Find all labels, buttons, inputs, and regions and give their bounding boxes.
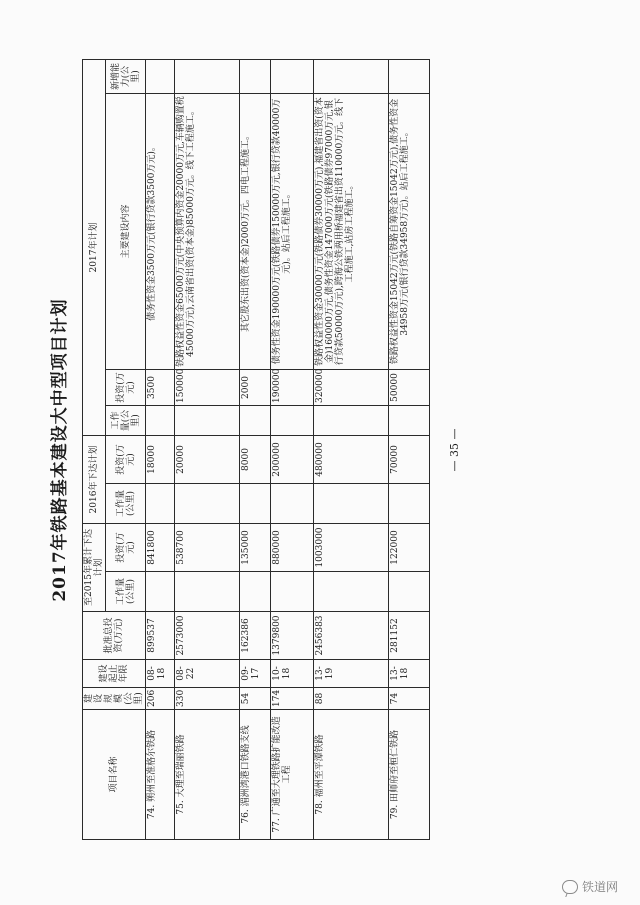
cell-workload-2016 [146, 484, 175, 524]
watermark [562, 878, 618, 895]
cell-workload-2017 [175, 406, 240, 436]
cell-years: 13-18 [389, 660, 430, 688]
cell-approved-total: 281152 [389, 612, 430, 660]
cell-years: 08-18 [146, 660, 175, 688]
cell-investment-2015: 1003000 [314, 524, 389, 572]
rotated-page-content [40, 60, 580, 840]
cell-workload-2015 [389, 572, 430, 612]
header-investment-2017: 投资(万元) [106, 370, 146, 406]
cell-main-content: 铁路权益性资金65000万元(中央预算内资金20000万元,车辆购置税45000万元),云南省出资(资本金)85000万元。线下工程施工。 [175, 94, 240, 370]
cell-years: 10-18 [271, 660, 314, 688]
cell-investment-2016: 70000 [389, 436, 430, 484]
header-approved-total: 批准总投资(万元) [83, 612, 146, 660]
cell-workload-2017 [146, 406, 175, 436]
cell-project-name: 77. 广通至大理铁路扩能改造工程 [271, 710, 314, 840]
cell-new-capacity [314, 59, 389, 93]
cell-investment-2017: 50000 [389, 370, 430, 406]
cell-new-capacity [175, 59, 240, 93]
cell-years: 13-19 [314, 660, 389, 688]
cell-workload-2016 [314, 484, 389, 524]
cell-main-content: 债务性资金3500万元(银行贷款3500万元)。 [146, 94, 175, 370]
cell-workload-2015 [175, 572, 240, 612]
table-row [240, 59, 271, 839]
page-number: — 35 — [448, 428, 461, 472]
header-investment-2015: 投资(万元) [106, 524, 146, 572]
cell-workload-2017 [240, 406, 271, 436]
header-workload-2015: 工作量(公里) [106, 572, 146, 612]
watermark-text: 铁道网 [581, 880, 618, 894]
cell-project-name: 76. 湄洲湾港口铁路支线 [240, 710, 271, 840]
cell-investment-2017: 320000 [314, 370, 389, 406]
cell-workload-2017 [314, 406, 389, 436]
cell-approved-total: 162386 [240, 612, 271, 660]
cell-investment-2017: 2000 [240, 370, 271, 406]
cell-new-capacity [271, 59, 314, 93]
header-group-2016: 2016年下达计划 [83, 436, 106, 524]
cell-years: 09-17 [240, 660, 271, 688]
cell-workload-2015 [240, 572, 271, 612]
header-scale: 建设规模(公里) [83, 688, 146, 710]
table-row [271, 59, 314, 839]
header-project-name: 项目名称 [83, 710, 146, 840]
header-years: 建设起止年限 [83, 660, 146, 688]
cell-workload-2017 [389, 406, 430, 436]
cell-project-name: 74. 朔州至准格尔铁路 [146, 710, 175, 840]
cell-investment-2016: 480000 [314, 436, 389, 484]
cell-investment-2016: 20000 [175, 436, 240, 484]
cell-workload-2015 [146, 572, 175, 612]
chat-bubble-icon [562, 880, 578, 894]
table-row [389, 59, 430, 839]
cell-investment-2016: 200000 [271, 436, 314, 484]
cell-new-capacity [146, 59, 175, 93]
table-row [314, 59, 389, 839]
cell-investment-2016: 18000 [146, 436, 175, 484]
cell-scale: 74 [389, 688, 430, 710]
table-row [175, 59, 240, 839]
cell-investment-2017: 190000 [271, 370, 314, 406]
cell-approved-total: 1379800 [271, 612, 314, 660]
cell-scale: 206 [146, 688, 175, 710]
cell-investment-2015: 538700 [175, 524, 240, 572]
header-group-2017: 2017年计划 [83, 59, 106, 435]
cell-project-name: 75. 大理至瑞丽铁路 [175, 710, 240, 840]
cell-investment-2015: 135000 [240, 524, 271, 572]
cell-main-content: 铁路权益性资金15042万元(铁路自筹资金15042万元),债务性资金34958万元(银行贷款34958万元)。站后工程施工。 [389, 94, 430, 370]
cell-approved-total: 2573000 [175, 612, 240, 660]
cell-workload-2017 [271, 406, 314, 436]
cell-workload-2015 [271, 572, 314, 612]
cell-scale: 330 [175, 688, 240, 710]
cell-approved-total: 2456383 [314, 612, 389, 660]
cell-investment-2017: 150000 [175, 370, 240, 406]
cell-workload-2016 [389, 484, 430, 524]
cell-scale: 88 [314, 688, 389, 710]
cell-approved-total: 899537 [146, 612, 175, 660]
cell-workload-2015 [314, 572, 389, 612]
document-title: 2017年铁路基本建设大中型项目计划 [50, 298, 70, 602]
header-workload-2016: 工作量(公里) [106, 484, 146, 524]
cell-investment-2015: 122000 [389, 524, 430, 572]
cell-workload-2016 [175, 484, 240, 524]
header-group-2015: 至2015年累计下达计划 [83, 524, 106, 612]
cell-workload-2016 [240, 484, 271, 524]
header-investment-2016: 投资(万元) [106, 436, 146, 484]
cell-scale: 54 [240, 688, 271, 710]
cell-project-name: 78. 福州至平潭铁路 [314, 710, 389, 840]
cell-main-content: 铁路权益性资金30000万元(铁路债券30000万元),福建省出资(资本金)160000万元,债务性资金147000万元(铁路债券97000万元,银行贷款50000万元),跨海公铁两用桥福建省出资110000万元。线下工程施工,站房工程施工。 [314, 94, 389, 370]
cell-scale: 174 [271, 688, 314, 710]
cell-project-name: 79. 田师府至桓仁铁路 [389, 710, 430, 840]
cell-investment-2017: 3500 [146, 370, 175, 406]
cell-workload-2016 [271, 484, 314, 524]
cell-new-capacity [240, 59, 271, 93]
project-plan-table [82, 59, 430, 840]
cell-main-content: 其它股东出资(资本金)2000万元。四电工程施工。 [240, 94, 271, 370]
header-workload-2017: 工作量(公里) [106, 406, 146, 436]
cell-new-capacity [389, 59, 430, 93]
cell-years: 08-22 [175, 660, 240, 688]
cell-investment-2015: 841800 [146, 524, 175, 572]
cell-investment-2016: 8000 [240, 436, 271, 484]
table-row [146, 59, 175, 839]
cell-investment-2015: 880000 [271, 524, 314, 572]
header-main-content: 主要建设内容 [106, 94, 146, 370]
header-new-capacity: 新增能力(公里) [106, 59, 146, 93]
cell-main-content: 债务性资金190000万元(铁路债券150000万元,银行贷款40000万元)。站后工程施工。 [271, 94, 314, 370]
